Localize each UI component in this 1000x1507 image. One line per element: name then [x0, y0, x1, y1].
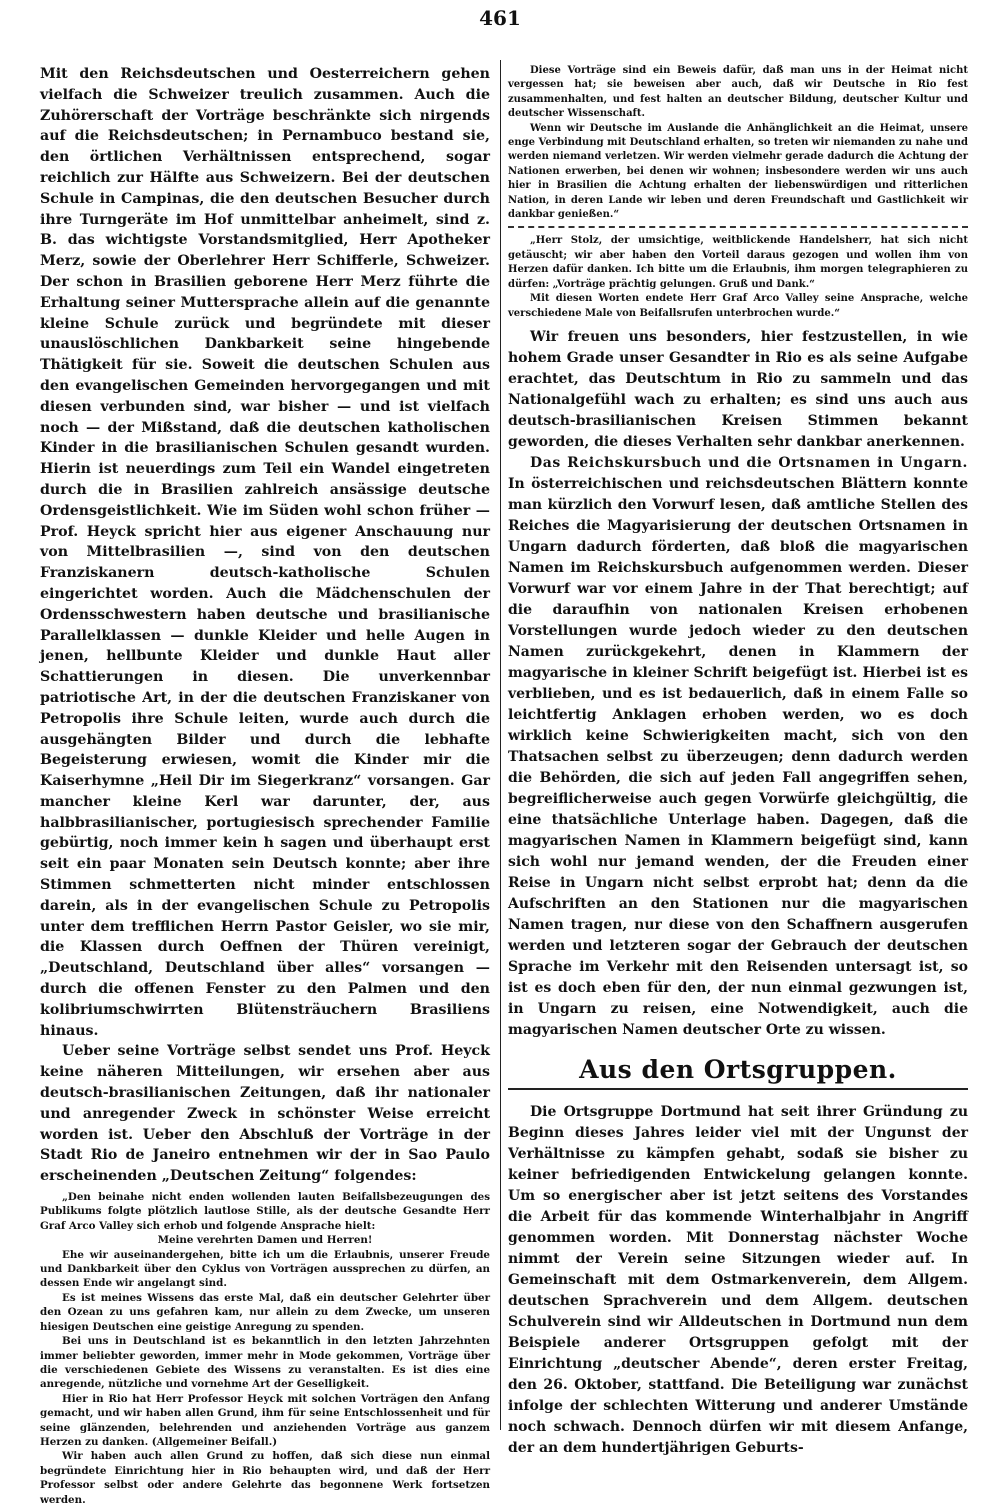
left-paragraph-2: Ueber seine Vorträge selbst sendet uns Prof. Heyck keine näheren Mitteilungen, wir ersehen aber aus deutsch-brasilianischen Zeitungen, daß ihr nationaler und anregender Zweck in schönster Weise erreicht worden ist. Ueber den Abschluß der Vorträge in der Stadt Rio de Janeiro entnehmen wir der in Sao Paulo erscheinenden „Deutschen Zeitung“ folgendes:	[40, 1043, 490, 1185]
article-heading: Das Reichskursbuch und die Ortsnamen in Ungarn.	[530, 454, 968, 471]
right-quote-paragraph-2: Wenn wir Deutsche im Auslande die Anhänglichkeit an die Heimat, unsere enge Verbindung mit Deutschland erhalten, so treten wir niemanden zu nahe und werden niemand verletzen. Wir werden vielmehr gerade dadurch die Achtung der Nationen erwerben, bei denen wir wohnen; insbesondere werden wir uns auch hier in Brasilien die Achtung erhalten der liebenswürdigen und ritterlichen Nation, in deren Lande wir leben und deren Freundschaft und Gastlichkeit wir dankbar genießen.“	[508, 122, 968, 221]
section-heading-rule	[508, 1088, 968, 1090]
column-divider	[500, 60, 501, 1430]
right-quote2-paragraph-1: „Herr Stolz, der umsichtige, weitblickende Handelsherr, hat sich nicht getäuscht; wir aber haben den Vorteil daraus gezogen und wollen ihm von Herzen dafür danken. Ich bitte um die Erlaubnis, ihm morgen telegraphieren zu dürfen: „Vorträge prächtig gelungen. Gruß und Dank.“	[508, 235, 968, 290]
quote-intro: „Den beinahe nicht enden wollenden lauten Beifallsbezeugungen des Publikums folgte plötzlich lautlose Stille, als der deutsche Gesandte Herr Graf Arco Valley sich erhob und folgende Ansprache hielt:	[40, 1191, 490, 1232]
quote-paragraph-4: Hier in Rio hat Herr Professor Heyck mit solchen Vorträgen den Anfang gemacht, und wir haben allen Grund, ihm für seine Entschlossenheit und für seine glänzenden, belehrenden und anziehenden Vorträge aus ganzem Herzen zu danken. (Allgemeiner Beifall.)	[40, 1392, 490, 1448]
article-text: In österreichischen und reichsdeutschen Blättern konnte man kürzlich den Vorwurf lesen, daß amtliche Stellen des Reiches die Magyarisierung der deutschen Ortsnamen in Ungarn dadurch förderten, daß bloß die magyarischen Namen im Reichskursbuch aufgenommen werden. Dieser Vorwurf war vor einem Jahre in der That berechtigt; auf die daraufhin von nationalen Kreisen erhobenen Vorstellungen wurde jedoch wieder zu den deutschen Namen zurückgekehrt, denen in Klammern der magyarische in kleiner Schrift beigefügt ist. Hierbei ist es verblieben, und es ist bedauerlich, daß in einem Falle so leichtfertig Anklagen erhoben werden, wo es doch wirklich keine Schwierigkeiten macht, sich von den Thatsachen selbst zu überzeugen; denn dadurch werden die Behörden, die sich auf jeden Fall angegriffen sehen, begreiflicherweise auch gegen Vorwürfe gleichgültig, die eine thatsächliche Unterlage haben. Dagegen, daß die magyarischen Namen in Klammern beigefügt sind, kann sich wohl nur jemand wenden, der die Freuden einer Reise in Ungarn nicht selbst erprobt hat; denn da die Aufschriften an den Stationen nur die magyarischen Namen tragen, nur diese von den Schaffnern ausgerufen werden und letzteren sogar der Gebrauch der deutschen Sprache im Verkehr mit den Reisenden untersagt ist, so ist es doch eben für den, der nun einmal gezwungen ist, in Ungarn zu reisen, eine Notwendigkeit, auch die magyarischen Namen deutscher Orte zu wissen.	[508, 475, 968, 1038]
section-heading: Aus den Ortsgruppen.	[579, 1054, 897, 1084]
quote-salutation: Meine verehrten Damen und Herren!	[157, 1234, 373, 1247]
paragraph-after-quote: Wir freuen uns besonders, hier festzustellen, in wie hohem Grade unser Gesandter in Rio es als seine Aufgabe erachtet, das Deutschtum in Rio zu sammeln und das Nationalgefühl wach zu erhalten; es sind uns auch aus deutsch-brasilianischen Kreisen Stimmen bekannt geworden, die dieses Verhalten sehr dankbar anerkennen.	[508, 328, 968, 450]
page-number: 461	[479, 6, 521, 30]
quote-paragraph-3: Bei uns in Deutschland ist es bekanntlich in den letzten Jahrzehnten immer beliebter geworden, immer mehr in Mode gekommen, Vorträge über die verschiedenen Gebiete des Wissens zu veranstalten. Es ist dies eine anregende, nützliche und vornehme Art der Geselligkeit.	[40, 1335, 490, 1391]
article-paragraph	[508, 453, 968, 1041]
left-paragraph-1: Mit den Reichsdeutschen und Oesterreichern gehen vielfach die Schweizer treulich zusammen. Auch die Zuhörerschaft der Vorträge beschränkte sich nirgends auf die Reichsdeutschen; in Pernambuco bestand sie, den örtlichen Verhältnissen entsprechend, sogar reichlich zur Hälfte aus Schweizern. Bei der deutschen Schule in Campinas, die den deutschen Besucher durch ihre Turngeräte im Hof unmittelbar anheimelt, sind z. B. das wichtigste Vorstandsmitglied, Herr Apotheker Merz, sowie der Oberlehrer Herr Schifferle, Schweizer. Der schon in Brasilien geborene Herr Merz führte die Erhaltung seiner Muttersprache allein auf die genannte kleine Schule zurück und begründete mit dieser unauslöschlichen Dankbarkeit seine hingebende Thätigkeit für sie. Soweit die deutschen Schulen aus den evangelischen Gemeinden hervorgegangen und mit diesen verbunden sind, war bisher — und ist vielfach noch — der Mißstand, daß die deutschen katholischen Kinder in die brasilianischen Schulen gesandt wurden. Hierin ist neuerdings zum Teil ein Wandel eingetreten durch die in Brasilien zahlreich ansässige deutsche Ordensgeistlichkeit. Wie im Süden wohl schon früher — Prof. Heyck spricht hier aus eigener Anschauung nur von Mittelbrasilien —, sind von den deutschen Franziskanern deutsch-katholische Schulen eingerichtet worden. Auch die Mädchenschulen der Ordensschwestern haben deutsche und brasilianische Parallelklassen — dunkle Kleider und helle Augen in jenen, hellbunte Kleider und dunkle Haut aller Schattierungen in diesen. Die unverkennbar patriotische Art, in der die deutschen Franziskaner von Petropolis ihre Schule leiten, wurde auch durch die ausgehängten Bilder und durch die lebhafte Begeisterung erwiesen, womit die Kinder mir die Kaiserhymne „Heil Dir im Siegerkranz“ vorsangen. Gar mancher kleine Kerl war darunter, der, aus halbbrasilianischer, portugiesisch sprechender Familie gebürtig, noch immer kein h sagen und überhaupt erst seit ein paar Monaten sein Deutsch konnte; aber ihre Stimmen schmetterten nicht minder entschlossen darein, als in der evangelischen Schule zu Petropolis unter dem trefflichen Herrn Pastor Geisler, wo sie mir, die Klassen durch Oeffnen der Thüren vereinigt, „Deutschland, Deutschland über alles“ vorsangen — durch die offenen Fenster zu den Palmen und den kolibriumschwirrten Blütensträuchern Brasiliens hinaus.	[40, 66, 490, 1039]
right-quote-paragraph-1: Diese Vorträge sind ein Beweis dafür, daß man uns in der Heimat nicht vergessen hat; sie beweisen aber auch, daß wir Deutsche in Rio fest zusammenhalten, und fest halten an deutscher Bildung, deutscher Kultur und deutscher Wissenschaft.	[508, 65, 968, 120]
right-quote2-paragraph-2: Mit diesen Worten endete Herr Graf Arco Valley seine Ansprache, welche verschiedene Male von Beifallsrufen unterbrochen wurde.“	[508, 293, 968, 319]
quote-paragraph-1: Ehe wir auseinandergehen, bitte ich um die Erlaubnis, unserer Freude und Dankbarkeit über den Cyklus von Vorträgen aussprechen zu dürfen, an dessen Ende wir angelangt sind.	[40, 1248, 490, 1290]
section-text: Die Ortsgruppe Dortmund hat seit ihrer Gründung zu Beginn dieses Jahres leider viel mit der Ungunst der Verhältnisse zu kämpfen gehabt, sodaß sie bisher zu keiner befriedigenden Entwickelung gelangen konnte. Um so energischer aber ist jetzt seitens des Vorstandes die Arbeit für das kommende Winterhalbjahr in Angriff genommen worden. Mit Donnerstag nächster Woche nimmt der Verein seine Sitzungen wieder auf. In Gemeinschaft mit dem Ostmarkenverein, dem Allgem. deutschen Sprachverein und dem Allgem. deutschen Schulverein sind wir Alldeutschen in Dortmund nun dem Beispiele anderer Ortsgruppen gefolgt mit der Einrichtung „deutscher Abende“, deren erster Freitag, den 26. Oktober, stattfand. Die Beteiligung war zunächst infolge der schlechten Witterung und anderer Umstände noch schwach. Dennoch dürfen wir mit diesem Anfange, der an dem hundertjährigen Geburts-	[508, 1103, 968, 1456]
dashed-separator	[508, 226, 968, 228]
quote-paragraph-5: Wir haben auch allen Grund zu hoffen, daß sich diese nun einmal begründete Einrichtung hier in Rio behaupten wird, und daß der Herr Professor selbst oder andere Gelehrte das begonnene Werk fortsetzen werden.	[40, 1450, 490, 1506]
quote-paragraph-2: Es ist meines Wissens das erste Mal, daß ein deutscher Gelehrter über den Ozean zu uns gefahren kam, nur allein zu dem Zwecke, um unseren hiesigen Deutschen eine geistige Anregung zu spenden.	[40, 1291, 490, 1333]
right-column	[508, 64, 968, 1459]
left-column	[40, 64, 490, 1507]
